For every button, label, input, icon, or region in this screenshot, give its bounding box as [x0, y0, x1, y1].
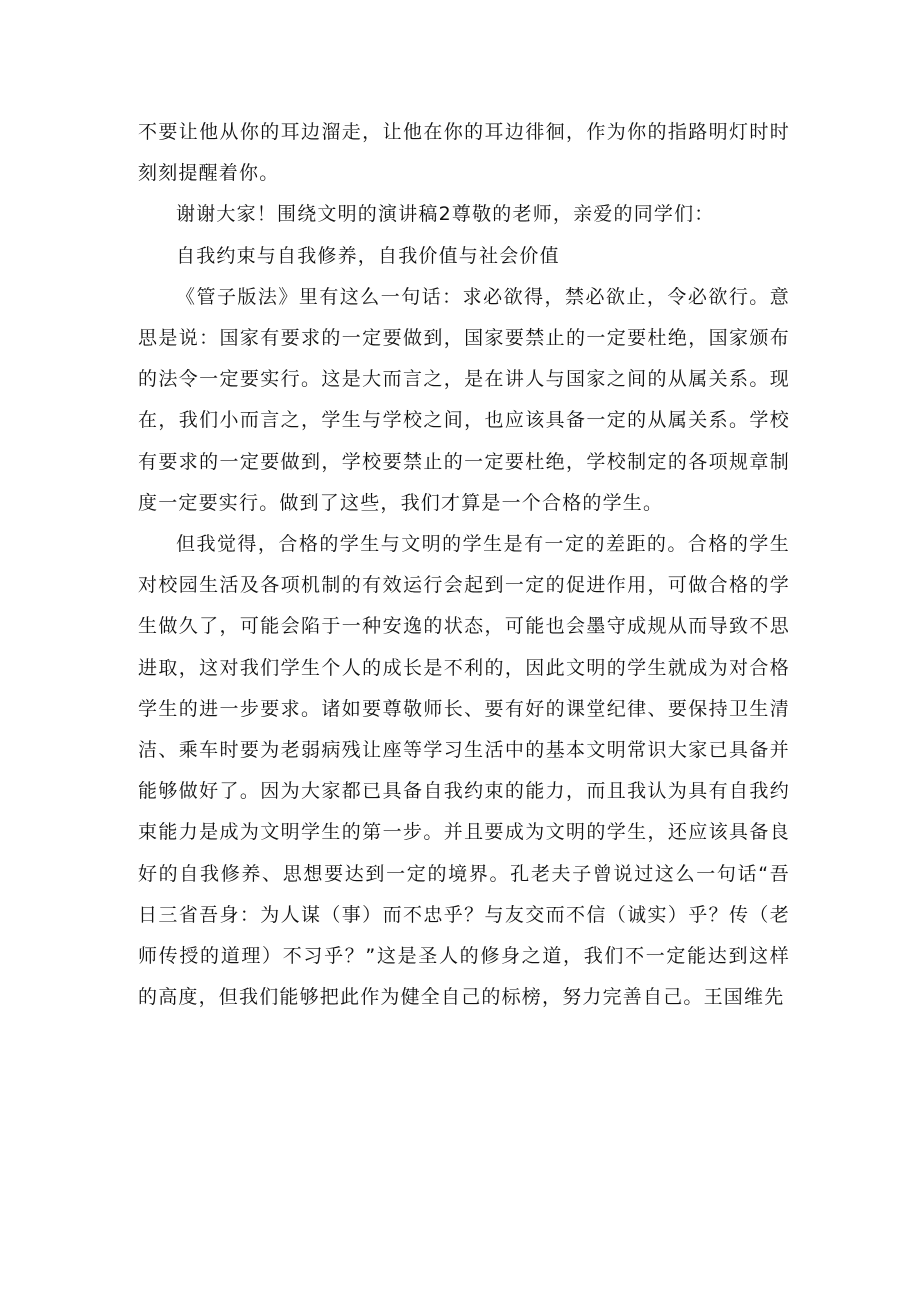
paragraph-continuation: 不要让他从你的耳边溜走，让他在你的耳边徘徊，作为你的指路明灯时时刻刻提醒着你。 [138, 121, 790, 185]
paragraph-thanks-and-greeting: 谢谢大家！围绕文明的演讲稿2尊敬的老师，亲爱的同学们： [176, 203, 715, 226]
paragraph-guanzi-quote: 《管子版法》里有这么一句话：求必欲得，禁必欲止，令必欲行。意思是说：国家有要求的一定要做到，国家要禁止的一定要杜绝，国家颁布的法令一定要实行。这是大而言之，是在讲人与国家之间的从属关系。现在，我们小而言之，学生与学校之间，也应该具备一定的从属关系。学校有要求的一定要做到，学校要禁止的一定要杜绝，学校制定的各项规章制度一定要实行。做到了这些，我们才算是一个合格的学生。 [138, 285, 790, 514]
paragraph-civilized-student: 但我觉得，合格的学生与文明的学生是有一定的差距的。合格的学生对校园生活及各项机制的有效运行会起到一定的促进作用，可做合格的学生做久了，可能会陷于一种安逸的状态，可能也会墨守成规从而导致不思进取，这对我们学生个人的成长是不利的，因此文明的学生就成为对合格学生的进一步要求。诸如要尊敬师长、要有好的课堂纪律、要保持卫生清洁、乘车时要为老弱病残让座等学习生活中的基本文明常识大家已具备并能够做好了。因为大家都已具备自我约束的能力，而且我认为具有自我约束能力是成为文明学生的第一步。并且要成为文明的学生，还应该具备良好的自我修养、思想要达到一定的境界。孔老夫子曾说过这么一句话“吾日三省吾身：为人谋（事）而不忠乎？与友交而不信（诚实）乎？传（老师传授的道理）不习乎？”这是圣人的修身之道，我们不一定能达到这样的高度，但我们能够把此作为健全自己的标榜，努力完善自己。王国维先 [138, 533, 790, 1009]
document-body [138, 112, 790, 1018]
paragraph-subtitle: 自我约束与自我修养，自我价值与社会价值 [176, 244, 560, 267]
